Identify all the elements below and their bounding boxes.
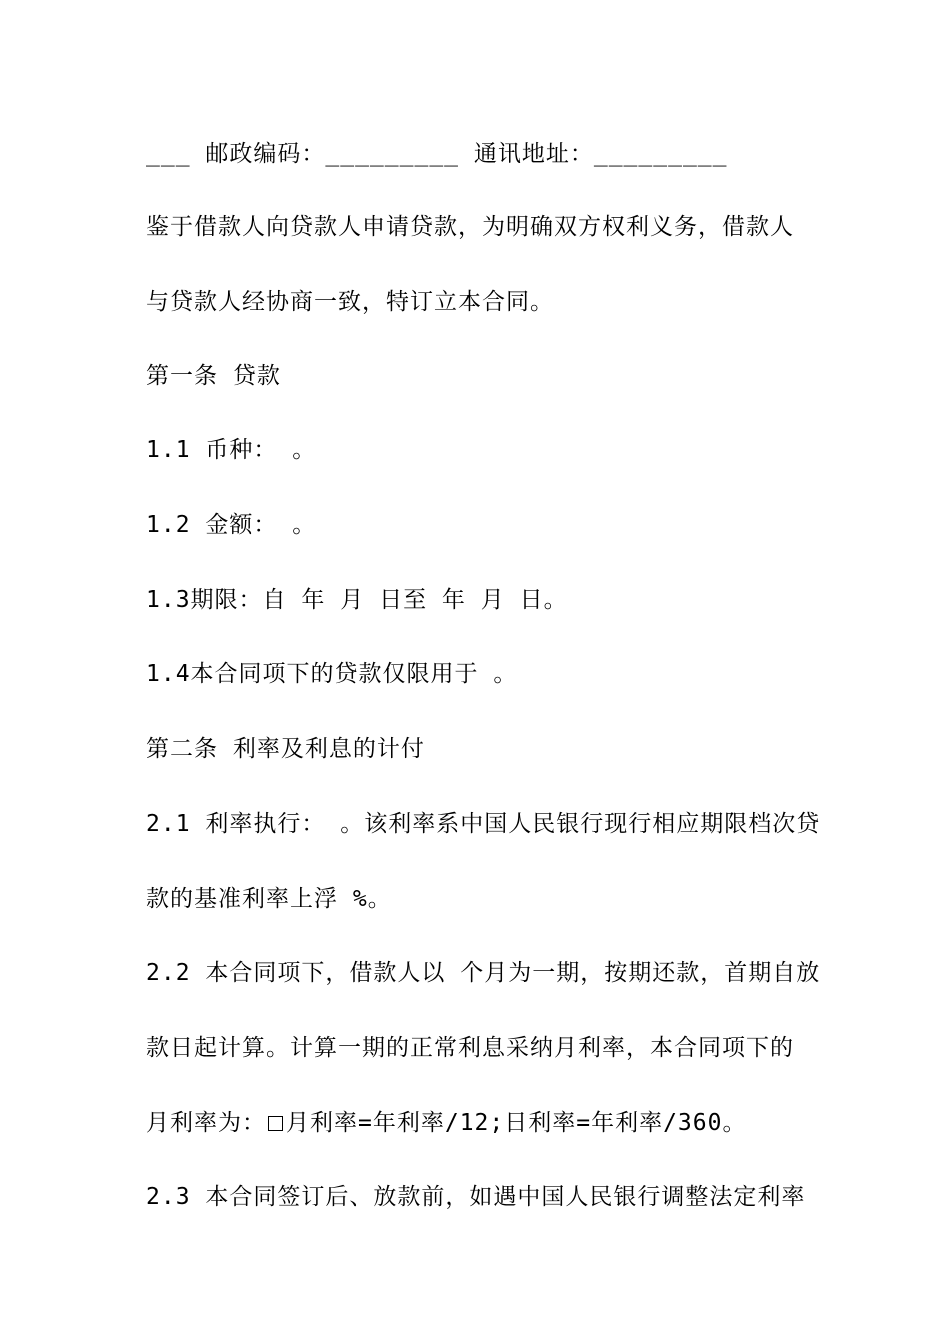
clause-1-3: 1.3期限：自 年 月 日至 年 月 日。 [146,587,568,613]
clause-2-2-line-1: 2.2 本合同项下，借款人以 个月为一期，按期还款，首期自放 [146,960,821,986]
preamble-line-1: 鉴于借款人向贷款人申请贷款，为明确双方权利义务，借款人 [146,214,794,240]
preamble-line-2: 与贷款人经协商一致，特订立本合同。 [146,289,554,315]
checkbox-icon [268,1116,283,1131]
clause-2-1-line-1: 2.1 利率执行： 。该利率系中国人民银行现行相应期限档次贷 [146,811,821,837]
clause-2-2-line-2: 款日起计算。计算一期的正常利息采纳月利率，本合同项下的 [146,1035,794,1061]
clause-2-3-line-1: 2.3 本合同签订后、放款前，如遇中国人民银行调整法定利率 [146,1184,806,1210]
clause-1-1: 1.1 币种： 。 [146,437,317,463]
clause-2-2-line-3 [146,1108,746,1138]
clause-2-2-line-3-suffix: 月利率=年利率/12;日利率=年利率/360。 [286,1110,747,1136]
contact-info-line: ___ 邮政编码：_________ 通讯地址：_________ [146,141,728,167]
article-2-heading: 第二条 利率及利息的计付 [146,736,425,762]
clause-2-1-line-2: 款的基准利率上浮 %。 [146,886,392,912]
article-1-heading: 第一条 贷款 [146,363,281,389]
clause-1-4: 1.4本合同项下的贷款仅限用于 。 [146,661,518,687]
clause-2-2-line-3-prefix: 月利率为： [146,1110,266,1136]
clause-1-2: 1.2 金额： 。 [146,512,317,538]
